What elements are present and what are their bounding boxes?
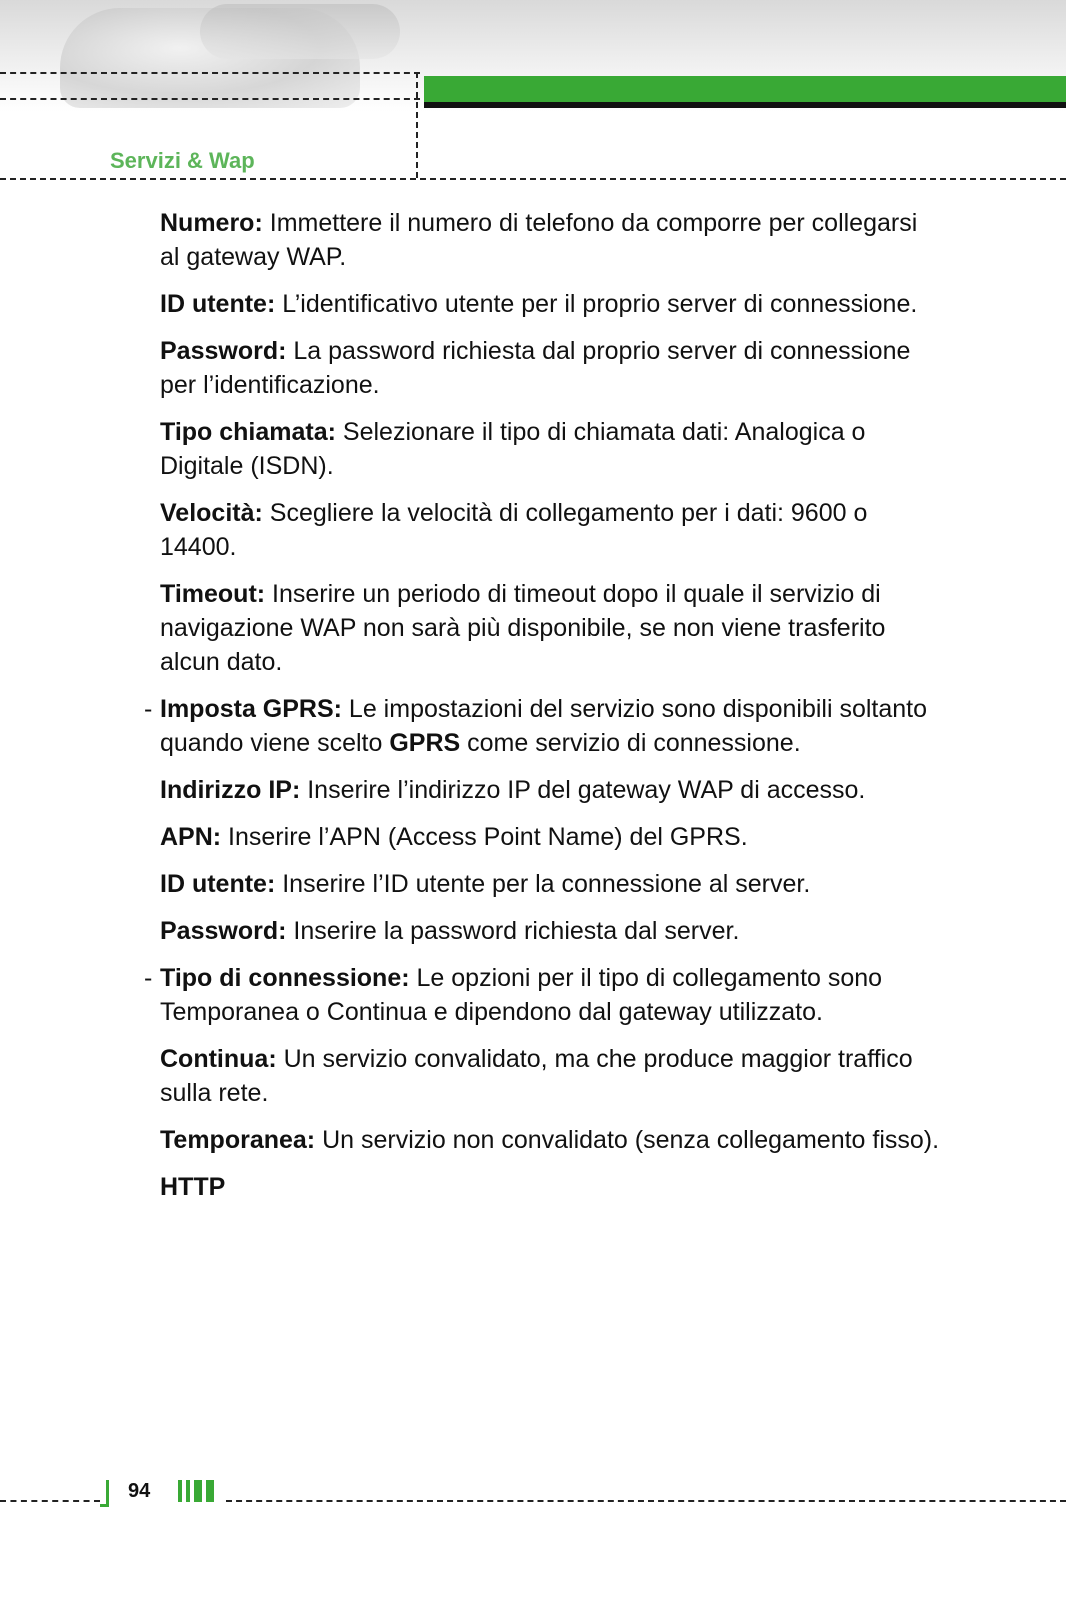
definition-text-continued: come servizio di connessione.	[460, 729, 801, 757]
page-header	[0, 0, 1066, 190]
definition-text: Le impostazioni del servizio sono disponibili soltanto quando viene scelto	[160, 695, 928, 757]
definition-term: Tipo di connessione:	[160, 964, 410, 992]
definition-item	[160, 1042, 940, 1110]
definition-term: Password:	[160, 337, 287, 365]
definition-item	[160, 577, 940, 679]
definition-text: Inserire la password richiesta dal server.	[286, 917, 740, 945]
definition-text: Inserire un periodo di timeout dopo il quale il servizio di navigazione WAP non sarà più disponibile, se non viene trasferito alcun dato.	[160, 580, 886, 676]
definition-item	[160, 334, 940, 402]
header-dashed-line-middle	[0, 98, 420, 100]
definition-item	[160, 496, 940, 564]
definition-item	[160, 206, 940, 274]
definition-item	[160, 415, 940, 483]
definition-term: Velocità:	[160, 499, 263, 527]
definition-text: Selezionare il tipo di chiamata dati: Analogica o Digitale (ISDN).	[160, 418, 866, 480]
definition-item	[160, 820, 940, 854]
definition-item	[160, 287, 940, 321]
section-title: Servizi & Wap	[110, 148, 255, 173]
header-dashed-line-bottom	[0, 178, 1066, 180]
definition-term: Password:	[160, 917, 287, 945]
phone-image-detail	[200, 4, 400, 59]
inline-term: GPRS	[389, 729, 461, 757]
definition-text: Inserire l’APN (Access Point Name) del GPRS.	[221, 823, 748, 851]
bullet-item	[144, 692, 940, 760]
definition-item	[160, 773, 940, 807]
definition-text: Inserire l’indirizzo IP del gateway WAP di accesso.	[300, 776, 866, 804]
definition-term: Tipo chiamata:	[160, 418, 336, 446]
definition-term: APN:	[160, 823, 222, 851]
definition-term: ID utente:	[160, 870, 276, 898]
bullet-item	[144, 961, 940, 1029]
footer-tick-mark	[100, 1480, 109, 1507]
definition-term: ID utente:	[160, 290, 276, 318]
definition-text: Inserire l’ID utente per la connessione al server.	[275, 870, 811, 898]
main-content	[144, 206, 940, 1217]
definition-term: Imposta GPRS:	[160, 695, 342, 723]
definition-text: Scegliere la velocità di collegamento per i dati: 9600 o 14400.	[160, 499, 868, 561]
footer-dashed-line-right	[226, 1500, 1066, 1502]
definition-item	[160, 867, 940, 901]
definition-text: L’identificativo utente per il proprio server di connessione.	[275, 290, 918, 318]
page-footer	[0, 1470, 1066, 1530]
header-dashed-line-top	[0, 72, 420, 74]
header-dashed-divider	[416, 72, 418, 178]
definition-text: Un servizio non convalidato (senza collegamento fisso).	[315, 1126, 940, 1154]
footer-bars-icon	[178, 1480, 214, 1504]
definition-term: Continua:	[160, 1045, 277, 1073]
header-green-bar	[424, 76, 1066, 108]
definition-text: La password richiesta dal proprio server di connessione per l’identificazione.	[160, 337, 911, 399]
bullet-dash: -	[144, 964, 153, 992]
page-number: 94	[128, 1480, 151, 1502]
bullet-dash: -	[144, 695, 153, 723]
definition-item	[160, 1123, 940, 1157]
definition-term: Temporanea:	[160, 1126, 316, 1154]
definition-text: Un servizio convalidato, ma che produce maggior traffico sulla rete.	[160, 1045, 913, 1107]
footer-dashed-line-left	[0, 1500, 100, 1502]
definition-term: Timeout:	[160, 580, 266, 608]
definition-item	[160, 914, 940, 948]
subheading: HTTP	[160, 1173, 226, 1201]
definition-text: Immettere il numero di telefono da comporre per collegarsi al gateway WAP.	[160, 209, 918, 271]
definition-term: Indirizzo IP:	[160, 776, 301, 804]
definition-text: Le opzioni per il tipo di collegamento sono Temporanea o Continua e dipendono dal gateway utilizzato.	[160, 964, 883, 1026]
definition-term: Numero:	[160, 209, 263, 237]
